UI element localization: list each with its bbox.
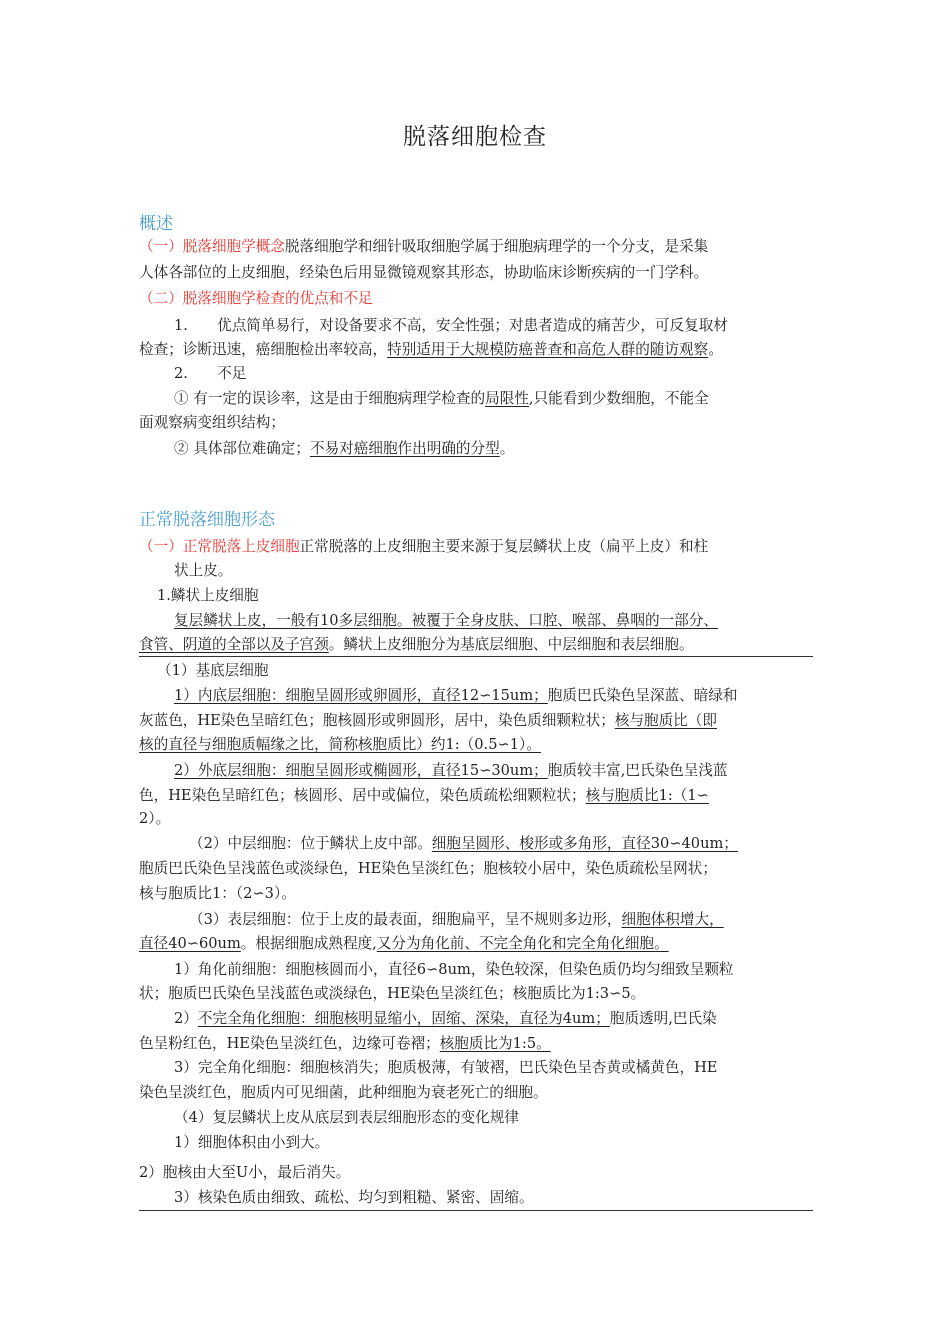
paragraph-line [174, 439, 514, 459]
divider [139, 1210, 813, 1211]
underlined-line: 核的直径与细胞质幅缘之比，简称核胞质比）约1:（0.5∽1）。 [139, 736, 541, 753]
paragraph-line [139, 786, 709, 806]
underlined-text: 又分为角化前、不完全角化和完全角化细胞。 [376, 935, 669, 952]
paragraph-line [139, 934, 669, 954]
text: 正常脱落的上皮细胞主要来源于复层鳞状上皮（扁平上皮）和柱 [299, 538, 709, 555]
paragraph-line [174, 1009, 717, 1029]
underlined-text: 不完全角化细胞：细胞核明显缩小，固缩、深染，直径为4um； [197, 1010, 610, 1027]
paragraph-line [139, 537, 708, 557]
paragraph-line: 1）角化前细胞：细胞核圆而小，直径6∽8um，染色较深，但染色质仍均匀细致呈颗粒 [174, 961, 734, 978]
text: 检查；诊断迅速，癌细胞检出率较高， [139, 341, 388, 358]
text: 。根据细胞成熟程度, [240, 935, 377, 952]
text: 色呈粉红色，HE染色呈淡红色，边缘可卷褶； [139, 1035, 440, 1052]
paragraph-line [139, 340, 723, 360]
paragraph-line [139, 1034, 551, 1054]
paragraph-line: 1. 优点简单易行，对设备要求不高，安全性强；对患者造成的痛苦少，可反复取材 [174, 317, 728, 334]
text: 2） [174, 1010, 198, 1027]
paragraph-line: 2）。 [139, 810, 171, 827]
underlined-text: 不易对癌细胞作出明确的分型 [309, 440, 500, 457]
paragraph-line: 1）细胞体积由小到大。 [174, 1134, 330, 1151]
paragraph-line: 核与胞质比1：（2∽3）。 [139, 885, 296, 902]
text: 灰蓝色，HE染色呈暗红色；胞核圆形或卵圆形，居中，染色质细颗粒状； [139, 712, 615, 729]
text: （2）中层细胞：位于鳞状上皮中部。 [189, 835, 432, 852]
text: 。 [708, 341, 723, 358]
underlined-text: 特别适用于大规模防癌普查和高危人群的随访观察 [387, 341, 709, 358]
underlined-text: 2）外底层细胞：细胞呈圆形或椭圆形，直径15∽30um； [174, 762, 548, 779]
underlined-text: 1）内底层细胞：细胞呈圆形或卵圆形，直径12∽15um； [174, 687, 548, 704]
text: ① 有一定的误诊率，这是由于细胞病理学检查的 [174, 390, 486, 407]
paragraph-line: 面观察病变组织结构； [139, 414, 285, 431]
item-label: （一）正常脱落上皮细胞 [139, 538, 300, 555]
text: 胞质巴氏染色呈深蓝、暗绿和 [547, 687, 738, 704]
document-title: 脱落细胞检查 [403, 124, 547, 150]
text: ,只能看到少数细胞，不能全 [528, 390, 709, 407]
underlined-text: 细胞体积增大， [621, 911, 724, 928]
paragraph-line: 状上皮。 [174, 562, 233, 579]
text: （3）表层细胞：位于上皮的最表面，细胞扁平，呈不规则多边形， [189, 911, 622, 928]
item-label: （二）脱落细胞学检查的优点和不足 [139, 290, 373, 307]
text: 。鳞状上皮细胞分为基底层细胞、中层细胞和表层细胞。 [328, 636, 694, 653]
underlined-text: 核与胞质比（即 [614, 712, 717, 729]
underlined-text: 局限性 [485, 390, 529, 407]
paragraph-line: 3）核染色质由细致、疏松、均匀到粗糙、紧密、固缩。 [174, 1189, 534, 1206]
paragraph-line: 状；胞质巴氏染色呈浅蓝色或淡绿色，HE染色呈淡红色；核胞质比为1:3∽5。 [139, 985, 646, 1002]
paragraph-line: （1）基底层细胞 [157, 662, 269, 679]
paragraph-line: （4）复层鳞状上皮从底层到表层细胞形态的变化规律 [174, 1109, 519, 1126]
text: 胞质透明,巴氏染 [609, 1010, 717, 1027]
text: 色，HE染色呈暗红色；核圆形、居中或偏位，染色质疏松细颗粒状； [139, 787, 586, 804]
paragraph-line: 3）完全角化细胞：细胞核消失；胞质极薄，有皱褶，巴氏染色呈杏黄或橘黄色，HE [174, 1059, 718, 1076]
paragraph-line: 2. 不足 [174, 365, 247, 382]
underlined-text: 食管、阴道的全部以及子宫颈 [139, 636, 329, 653]
underlined-text: 核与胞质比1:（1∽ [585, 787, 709, 804]
underlined-line: 复层鳞状上皮，一般有10多层细胞。被覆于全身皮肤、口腔、喉部、鼻咽的一部分、 [174, 612, 718, 629]
paragraph-line [139, 711, 717, 731]
paragraph-line [139, 237, 708, 257]
text: 。 [499, 440, 515, 457]
text: 胞质较丰富,巴氏染色呈浅蓝 [547, 762, 728, 779]
paragraph-line: 染色呈淡红色，胞质内可见细菌，此种细胞为衰老死亡的细胞。 [139, 1084, 548, 1101]
underlined-text: 核胞质比为1:5。 [439, 1035, 551, 1052]
paragraph-line: 2）胞核由大至U小，最后消失。 [139, 1164, 351, 1181]
underlined-text: 细胞呈圆形、梭形或多角形，直径30∽40um； [431, 835, 738, 852]
underlined-text: 直径40∽60um [139, 935, 241, 952]
section-heading-overview: 概述 [139, 214, 173, 234]
paragraph-line [174, 761, 728, 781]
text: ② 具体部位难确定； [174, 440, 310, 457]
text: 脱落细胞学和细针吸取细胞学属于细胞病理学的一个分支，是采集 [284, 238, 709, 255]
paragraph-line [174, 686, 738, 706]
item-label: （一）脱落细胞学概念 [139, 238, 285, 255]
paragraph-line [189, 910, 724, 930]
divider [139, 656, 813, 657]
paragraph-line: 胞质巴氏染色呈浅蓝色或淡绿色，HE染色呈淡红色；胞核较小居中，染色质疏松呈网状； [139, 860, 717, 877]
section-heading-normal-cells: 正常脱落细胞形态 [139, 510, 275, 530]
paragraph-line: 1.鳞状上皮细胞 [157, 587, 259, 604]
paragraph-line [189, 834, 738, 854]
paragraph-line [139, 635, 694, 655]
paragraph-line: 人体各部位的上皮细胞，经染色后用显微镜观察其形态，协助临床诊断疾病的一门学科。 [139, 264, 709, 281]
paragraph-line [174, 389, 709, 409]
